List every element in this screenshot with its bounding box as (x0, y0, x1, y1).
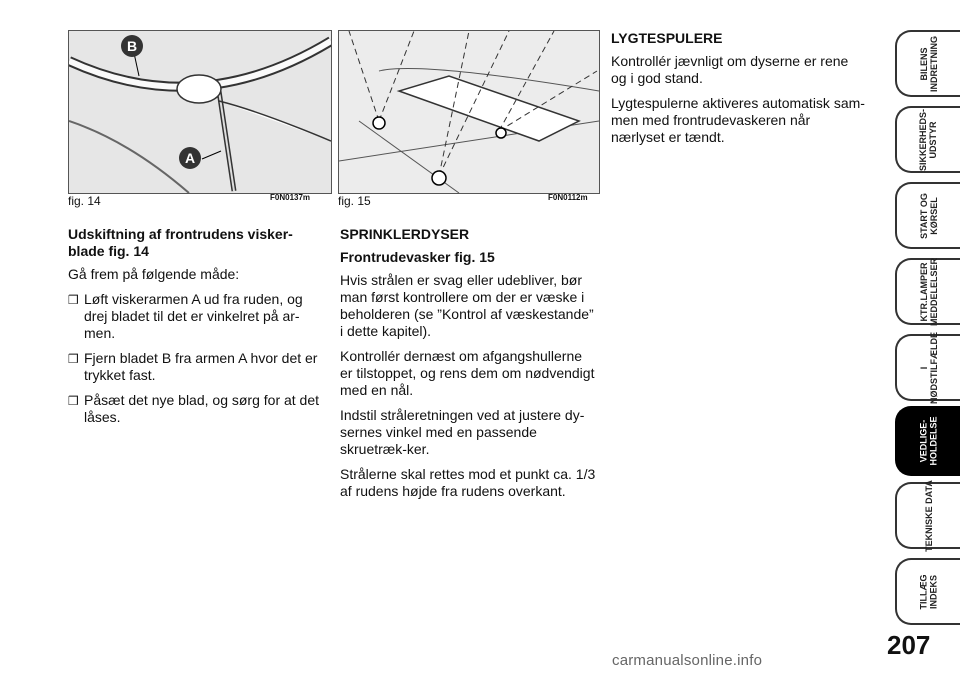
headlight-washer-heading: LYGTESPULERE (611, 30, 723, 46)
paragraph: Kontrollér dernæst om afgangshullerne er tilstoppet, og rens dem om nødvendigt med en nål. (340, 348, 595, 398)
tab-label: TEKNISKE DATA (923, 479, 934, 552)
paragraph: Lygtespulerne aktiveres automatisk sam-men med frontrudevaskeren når nærlyset er tændt. (611, 95, 865, 145)
middle-column (340, 226, 596, 508)
label-a-marker: A (179, 147, 201, 169)
tab-label: START OG KØRSEL (918, 192, 939, 239)
wiper-illustration (69, 31, 331, 193)
right-column (611, 30, 867, 154)
tab-label: KTR.LAMPER MEDDELELSER (918, 257, 939, 326)
tab-ktr-lamper[interactable] (895, 258, 960, 325)
bullet-text: Påsæt det nye blad, og sørg for at det låses. (84, 392, 320, 425)
paragraph: Hvis strålen er svag eller udebliver, bør man først kontrollere om der er væske i beholderen (se ”Kontrol af væskestande” i dette kapitel). (340, 272, 594, 339)
paragraph: Kontrollér jævnligt om dyserne er rene og i god stand. (611, 53, 849, 86)
tab-label: VEDLIGE- HOLDELSE (918, 416, 939, 466)
bullet-text: Løft viskerarmen A ud fra ruden, og drej bladet til det er vinkelret på ar-men. (84, 291, 303, 341)
tab-nodstilfaelde[interactable] (895, 331, 960, 404)
checkbox-icon: ❒ (68, 293, 79, 307)
list-item (68, 350, 326, 384)
bullet-text: Fjern bladet B fra armen A hvor det er trykket fast. (84, 350, 318, 383)
tab-label: BILENS INDRETNING (918, 35, 939, 92)
figure-15-code: F0N0112m (548, 193, 588, 202)
tab-tillaeg-indeks[interactable] (895, 558, 960, 625)
sprinkler-heading: SPRINKLERDYSER (340, 226, 470, 242)
checkbox-icon: ❒ (68, 352, 79, 366)
list-item (68, 291, 326, 342)
wiper-blade-heading: Udskiftning af frontrudens visker-blade fig. 14 (68, 226, 293, 259)
figure-14-code: F0N0137m (270, 193, 311, 202)
list-item (68, 392, 326, 426)
figure-15-sprinklers (338, 30, 600, 194)
figure-15-caption: fig. 15 (338, 194, 371, 208)
paragraph: Indstil stråleretningen ved at justere dy-sernes vinkel med en passende skruetræk-ker. (340, 407, 585, 457)
sprinkler-subheading: Frontrudevasker fig. 15 (340, 249, 495, 265)
tab-tekniske-data[interactable] (895, 479, 960, 552)
label-b-marker: B (121, 35, 143, 57)
watermark: carmanualsonline.info (612, 652, 763, 669)
tab-label: SIKKERHEDS- UDSTYR (918, 108, 939, 171)
tab-label: TILLÆG INDEKS (918, 574, 939, 609)
page-number: 207 (887, 630, 931, 660)
wiper-intro: Gå frem på følgende måde: (68, 266, 240, 282)
tab-vedligeholdelse[interactable] (895, 406, 960, 476)
figure-14-wiper (68, 30, 332, 194)
left-column (68, 226, 326, 434)
sprinkler-illustration (339, 31, 599, 193)
checkbox-icon: ❒ (68, 394, 79, 408)
figure-14-caption: fig. 14 (68, 194, 101, 208)
tab-start-og-korsel[interactable] (895, 182, 960, 249)
tab-bilens-indretning[interactable] (895, 30, 960, 97)
tab-sikkerhedsudstyr[interactable] (895, 106, 960, 173)
paragraph: Strålerne skal rettes mod et punkt ca. 1/3 af rudens højde fra rudens overkant. (340, 466, 596, 499)
tab-label: I NØDSTILFÆLDE (918, 331, 939, 404)
